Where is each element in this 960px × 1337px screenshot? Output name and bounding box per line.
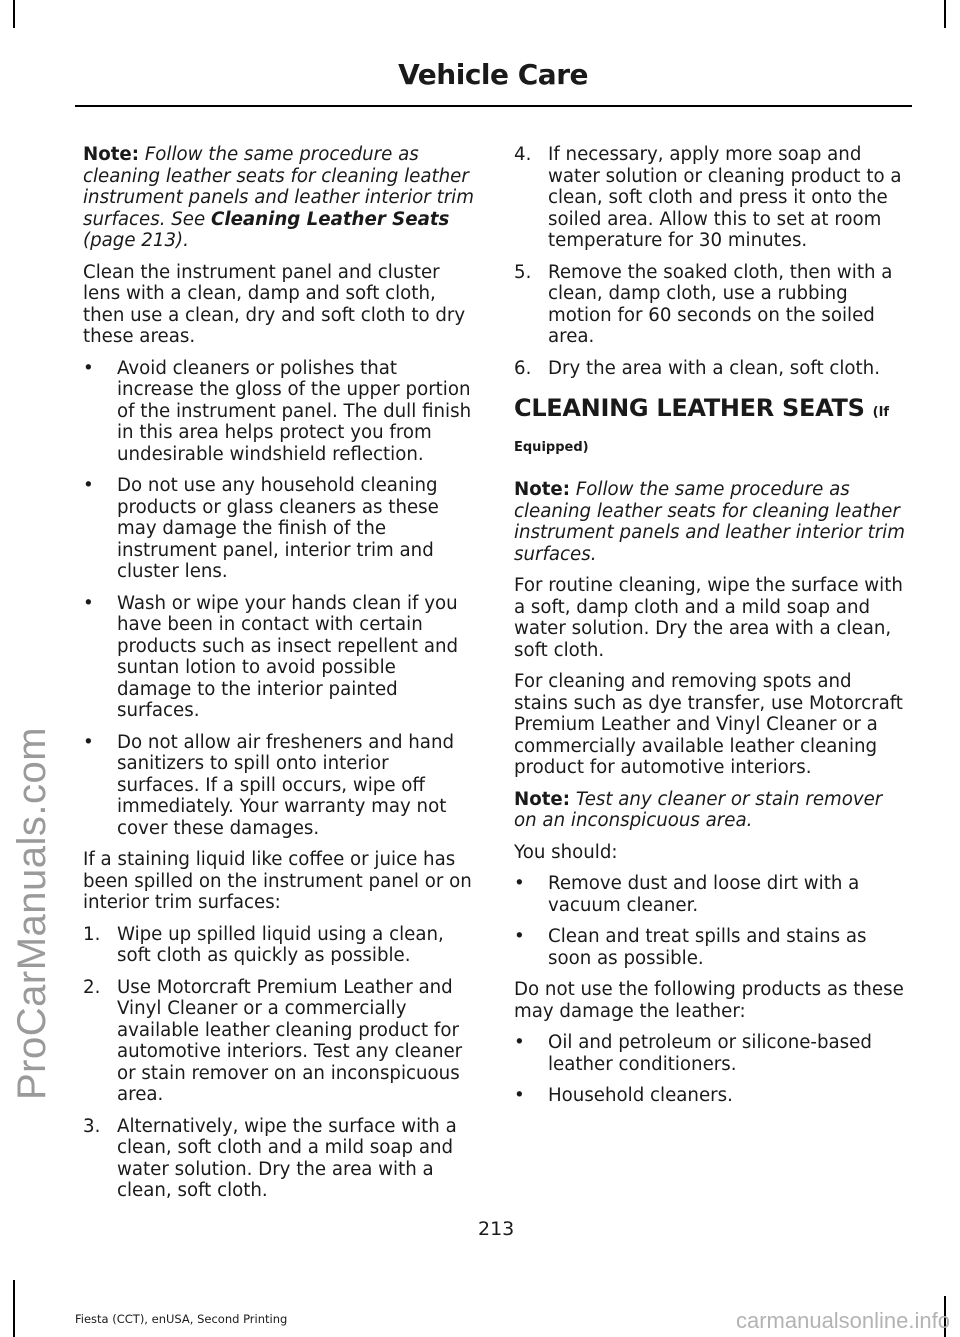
list-item-text: Oil and petroleum or silicone-based leather conditioners. xyxy=(548,1032,872,1075)
list-item xyxy=(83,475,475,583)
bullet-icon: • xyxy=(514,926,525,947)
note-label: Note: xyxy=(83,144,140,165)
step-item xyxy=(83,924,475,967)
page-number: 213 xyxy=(478,1218,515,1240)
list-item-text: Remove dust and loose dirt with a vacuum cleaner. xyxy=(548,873,860,916)
step-number: 1. xyxy=(83,923,101,945)
list-item-text: Avoid cleaners or polishes that increase the gloss of the upper portion of the instrument panel. The dull finish in this area helps protect you from undesirable windshield reflection. xyxy=(117,357,472,465)
body-paragraph: For cleaning and removing spots and stains such as dye transfer, use Motorcraft Premium Leather and Vinyl Cleaner or a commercially available leather cleaning product for automotive interiors. xyxy=(514,671,903,778)
section-heading xyxy=(514,393,908,463)
note-text: Follow the same procedure as cleaning leather seats for cleaning leather instrument panels and leather interior trim surfaces. See xyxy=(83,144,474,230)
note-paragraph xyxy=(514,789,908,832)
step-text: Dry the area with a clean, soft cloth. xyxy=(548,357,880,379)
list-item xyxy=(514,926,908,969)
bullet-icon: • xyxy=(514,873,525,894)
step-number: 2. xyxy=(83,976,101,998)
list-item xyxy=(514,1085,908,1107)
section-heading-text: CLEANING LEATHER SEATS xyxy=(514,394,865,422)
bullet-icon: • xyxy=(83,357,94,379)
step-text: If necessary, apply more soap and water solution or cleaning product to a clean, soft cloth and press it onto the soiled area. Allow this to set at room temperature for 30 minutes. xyxy=(548,144,902,251)
step-text: Use Motorcraft Premium Leather and Vinyl Cleaner or a commercially available leather cleaning product for automotive interiors. Test any cleaner or stain remover on an inconspicuous area. xyxy=(117,976,463,1105)
step-item xyxy=(83,977,475,1106)
right-column xyxy=(514,144,908,1117)
list-item-text: Household cleaners. xyxy=(548,1085,733,1106)
bullet-icon: • xyxy=(514,1085,525,1106)
step-item xyxy=(83,1116,475,1202)
step-text: Remove the soaked cloth, then with a clean, damp cloth, use a rubbing motion for 60 seconds on the soiled area. xyxy=(548,261,893,347)
left-column xyxy=(83,144,475,1212)
list-item xyxy=(514,1032,908,1075)
step-text: Alternatively, wipe the surface with a clean, soft cloth and a mild soap and water solution. Dry the area with a clean, soft cloth. xyxy=(117,1115,457,1201)
list-item-text: Do not allow air fresheners and hand sanitizers to spill onto interior surfaces. If a spill occurs, wipe off immediately. Your warranty may not cover these damages. xyxy=(117,731,455,839)
note-text: Follow the same procedure as cleaning leather seats for cleaning leather instrument panels and leather interior trim surfaces. xyxy=(514,479,905,565)
body-paragraph: You should: xyxy=(514,841,618,863)
side-watermark: ProCarManuals.com xyxy=(10,726,54,1100)
body-paragraph: For routine cleaning, wipe the surface with a soft, damp cloth and a mild soap and water solution. Dry the area with a clean, soft cloth. xyxy=(514,575,903,661)
bullet-icon: • xyxy=(514,1032,525,1053)
cross-reference-page: (page 213). xyxy=(83,230,189,251)
step-number: 5. xyxy=(514,261,532,283)
note-paragraph xyxy=(514,479,908,565)
footer-edition: Fiesta (CCT), enUSA, Second Printing xyxy=(75,1312,288,1326)
note-paragraph xyxy=(83,144,475,252)
crop-mark-top-left xyxy=(13,0,15,28)
list-item xyxy=(83,732,475,840)
crop-mark-bottom-left xyxy=(13,1280,15,1337)
note-text: Test any cleaner or stain remover on an inconspicuous area. xyxy=(514,788,883,831)
numbered-list xyxy=(514,144,908,379)
bullet-list xyxy=(83,358,475,840)
body-paragraph: Do not use the following products as these may damage the leather: xyxy=(514,979,904,1022)
bullet-list xyxy=(514,873,908,969)
note-label: Note: xyxy=(514,788,571,810)
section-heading-suffix: (If Equipped) xyxy=(514,405,890,455)
step-number: 3. xyxy=(83,1115,101,1137)
step-number: 6. xyxy=(514,357,532,379)
list-item-text: Clean and treat spills and stains as soon as possible. xyxy=(548,926,867,969)
page-header-title: Vehicle Care xyxy=(398,58,588,91)
body-paragraph: If a staining liquid like coffee or juice has been spilled on the instrument panel or on interior trim surfaces: xyxy=(83,849,472,913)
list-item xyxy=(514,873,908,916)
header-divider xyxy=(75,105,912,107)
step-number: 4. xyxy=(514,144,532,165)
bullet-icon: • xyxy=(83,731,94,753)
numbered-list xyxy=(83,924,475,1202)
body-paragraph: Clean the instrument panel and cluster lens with a clean, damp and soft cloth, then use a clean, dry and soft cloth to dry these areas. xyxy=(83,261,466,347)
cross-reference-link[interactable]: Cleaning Leather Seats xyxy=(210,208,450,230)
step-text: Wipe up spilled liquid using a clean, soft cloth as quickly as possible. xyxy=(117,923,444,966)
bullet-icon: • xyxy=(83,475,94,496)
list-item xyxy=(83,593,475,722)
step-item xyxy=(514,144,908,252)
crop-mark-top-right xyxy=(944,0,946,28)
bottom-watermark: carmanualsonline.info xyxy=(735,1308,950,1333)
step-item xyxy=(514,262,908,348)
bullet-list xyxy=(514,1032,908,1107)
bullet-icon: • xyxy=(83,592,94,614)
list-item-text: Do not use any household cleaning products or glass cleaners as these may damage the finish of the instrument panel, interior trim and cluster lens. xyxy=(117,475,439,582)
list-item xyxy=(83,358,475,466)
note-label: Note: xyxy=(514,479,571,500)
list-item-text: Wash or wipe your hands clean if you have been in contact with certain products such as insect repellent and suntan lotion to avoid possible damage to the interior painted surfaces. xyxy=(117,592,459,721)
step-item xyxy=(514,358,908,380)
